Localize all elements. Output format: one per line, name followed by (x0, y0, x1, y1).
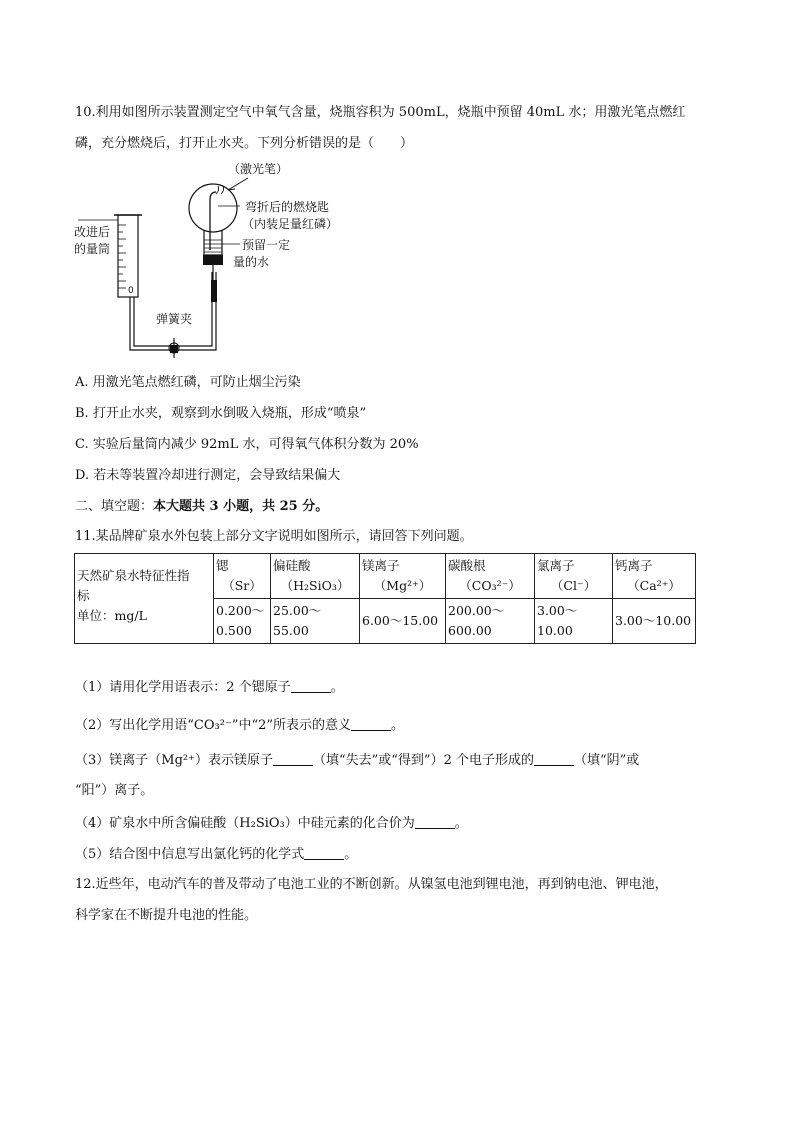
value-cl: 3.00～10.00 (535, 599, 613, 644)
cylinder-label-2: 的量筒 (74, 242, 111, 256)
value-line2: 0.500 (216, 623, 252, 638)
q10-option-c: C. 实验后量筒内减少 92mL 水，可得氧气体积分数为 20% (75, 437, 419, 452)
value-h2sio3: 25.00～55.00 (271, 599, 360, 644)
col-symbol: （Ca²⁺） (627, 578, 681, 593)
q11-sub3 (75, 751, 639, 770)
laser-pen-label: （激光笔） (228, 162, 289, 176)
water-label-2: 量的水 (233, 255, 270, 269)
answer-blank[interactable] (291, 678, 331, 693)
sub5-end: 。 (344, 847, 358, 862)
sub5-text: （5）结合图中信息写出氯化钙的化学式 (75, 847, 305, 862)
answer-blank[interactable] (351, 716, 391, 731)
value-line1: 200.00～ (448, 603, 505, 618)
spoon-label-1: 弯折后的燃烧匙 (245, 200, 330, 214)
section-2-prefix: 二、填空题： (75, 499, 154, 514)
q11-sub1 (75, 678, 344, 697)
value-mg: 6.00～15.00 (360, 599, 446, 644)
sub2-end: 。 (391, 718, 405, 733)
sub4-end: 。 (454, 816, 468, 831)
sub2-text: （2）写出化学用语“CO₃²⁻”中“2”所表示的意义 (75, 718, 352, 733)
water-label-1: 预留一定 (242, 238, 291, 252)
col-symbol: （Sr） (222, 578, 262, 593)
col-symbol: （H₂SiO₃） (280, 578, 350, 593)
col-cl-header (535, 554, 613, 599)
q11-stem: 11.某品牌矿泉水外包装上部分文字说明如图所示，请回答下列问题。 (75, 529, 473, 544)
header-label-line2: 标 (77, 588, 90, 603)
col-symbol: （Cl⁻） (550, 578, 597, 593)
sub3-part-a: （3）镁离子（Mg²⁺）表示镁原子 (75, 753, 273, 768)
col-symbol: （CO₃²⁻） (459, 578, 521, 593)
q10-option-d: D. 若未等装置冷却进行测定，会导致结果偏大 (75, 468, 341, 483)
sub1-text: （1）请用化学用语表示：2 个锶原子 (75, 680, 291, 695)
q11-sub5 (75, 845, 357, 864)
col-name: 碳酸根 (448, 558, 486, 573)
q10-option-a: A. 用激光笔点燃红磷，可防止烟尘污染 (75, 375, 301, 390)
q10-stem-line2: 磷，充分燃烧后，打开止水夹。下列分析错误的是（ ） (75, 136, 414, 151)
col-co3-header (446, 554, 535, 599)
col-sr-header (214, 554, 271, 599)
col-ca-header (613, 554, 696, 599)
q12-line1: 12.近些年，电动汽车的普及带动了电池工业的不断创新。从镍氢电池到锂电池，再到钠电池、钾电池， (75, 877, 668, 892)
spoon-label-2: （内装足量红磷） (242, 217, 339, 231)
rubber-tube-joint (211, 280, 217, 302)
col-symbol: （Mg²⁺） (373, 578, 432, 593)
q10-apparatus-diagram (70, 160, 390, 365)
cylinder-label-1: 改进后 (74, 225, 111, 239)
header-label-line1: 天然矿泉水特征性指 (77, 568, 190, 583)
value-sr (214, 599, 271, 644)
col-name: 锶 (216, 558, 229, 573)
unit-label: 单位：mg/L (77, 608, 147, 623)
section-2-heading (75, 498, 328, 516)
clamp-label: 弹簧夹 (156, 312, 193, 326)
col-name: 偏硅酸 (273, 558, 311, 573)
mineral-water-table (74, 553, 696, 644)
answer-blank[interactable] (273, 751, 313, 766)
value-ca: 3.00～10.00 (613, 599, 696, 644)
connecting-tube (130, 272, 216, 350)
header-label-cell (75, 554, 214, 644)
q10-option-b: B. 打开止水夹，观察到水倒吸入烧瓶，形成“喷泉” (75, 406, 367, 421)
q11-sub3-line2: “阳”）离子。 (75, 783, 154, 798)
value-co3 (446, 599, 535, 644)
col-mg-header (360, 554, 446, 599)
col-name: 镁离子 (362, 558, 400, 573)
col-name: 钙离子 (615, 558, 653, 573)
sub4-text: （4）矿泉水中所含偏硅酸（H₂SiO₃）中硅元素的化合价为 (75, 816, 415, 831)
q11-sub2 (75, 716, 404, 735)
q10-stem-line1: 10.利用如图所示装置测定空气中氧气含量，烧瓶容积为 500mL，烧瓶中预留 40mL 水；用激光笔点燃红 (75, 105, 686, 120)
answer-blank[interactable] (304, 845, 344, 860)
col-h2sio3-header (271, 554, 360, 599)
sub1-end: 。 (330, 680, 344, 695)
section-2-title: 本大题共 3 小题，共 25 分。 (153, 499, 329, 514)
value-line1: 0.200～ (216, 603, 265, 618)
table-row (75, 554, 696, 599)
answer-blank[interactable] (415, 814, 455, 829)
value-line2: 600.00 (448, 623, 492, 638)
zero-mark: 0 (128, 286, 134, 296)
sub3-part-b: （填“失去”或“得到”）2 个电子形成的 (312, 753, 534, 768)
sub3-part-c: （填“阴”或 (573, 753, 640, 768)
q12-line2: 科学家在不断提升电池的性能。 (75, 908, 258, 923)
col-name: 氯离子 (537, 558, 575, 573)
answer-blank[interactable] (534, 751, 574, 766)
spring-clamp (169, 338, 179, 358)
q11-sub4 (75, 814, 468, 833)
